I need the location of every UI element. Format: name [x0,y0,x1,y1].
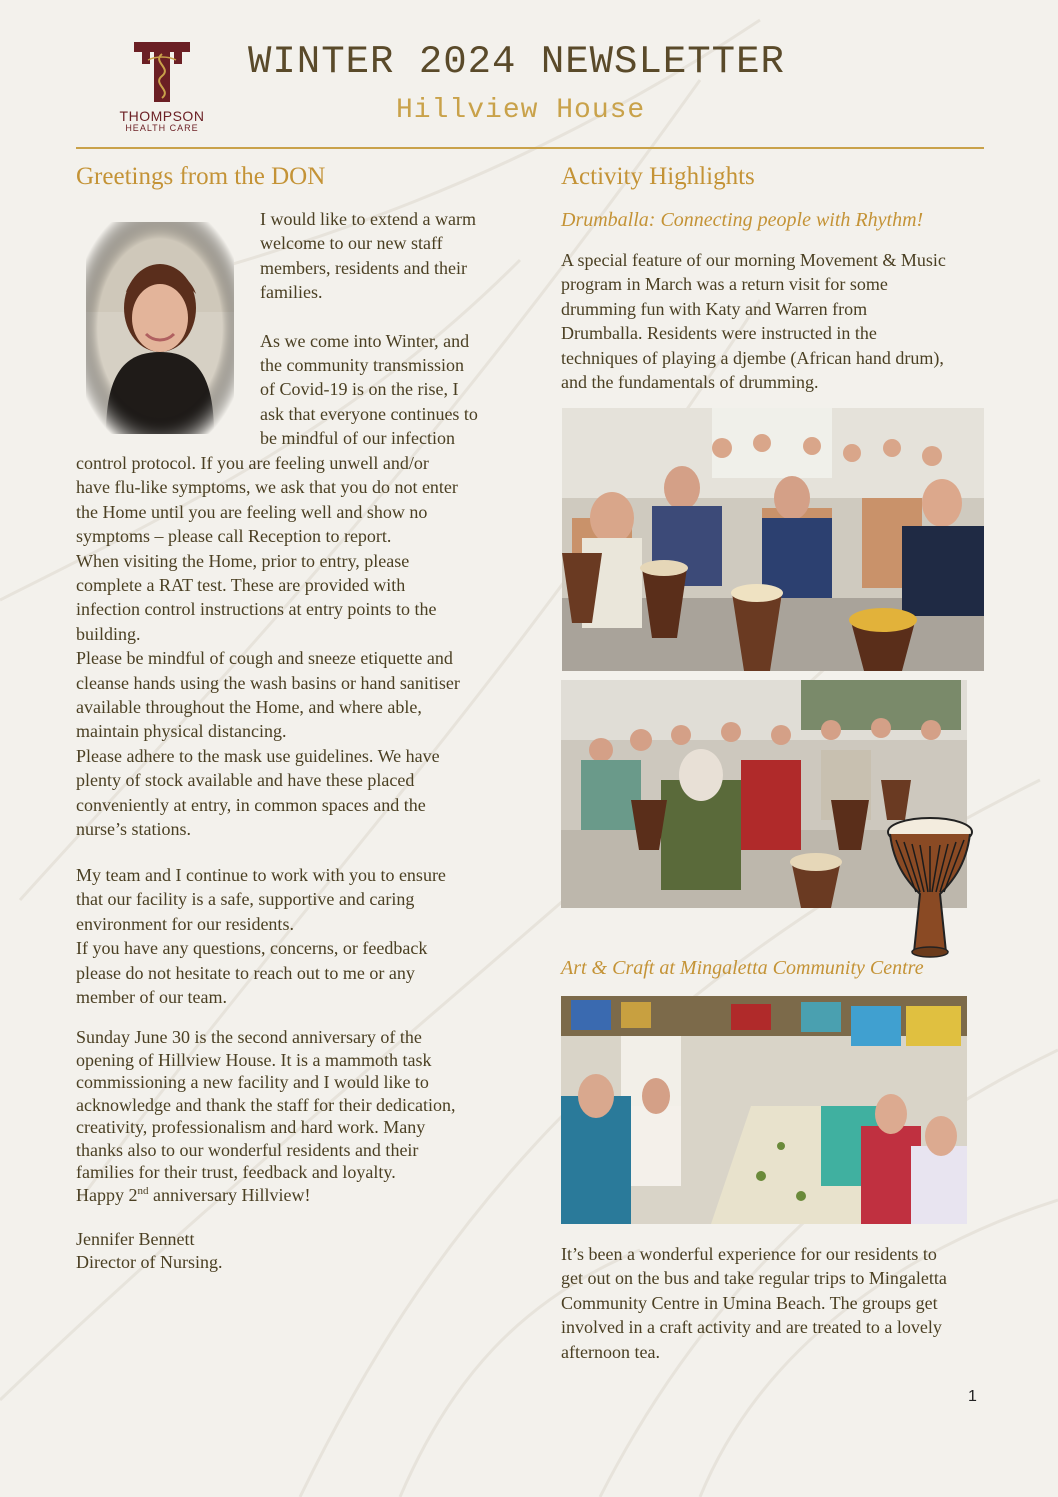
text-line: cleanse hands using the wash basins or hand sanitiser [76,672,460,693]
text-line: involved in a craft activity and are treated to a lovely [561,1317,942,1338]
text-line: of Covid-19 is on the rise, I [260,379,459,400]
text-line: and the fundamentals of drumming. [561,372,819,393]
drumming-photo-1 [562,408,984,671]
text-line: afternoon tea. [561,1341,660,1362]
text-line: creativity, professionalism and hard work. Many [76,1117,426,1137]
brand-name: THOMPSON [119,108,205,124]
text-line: have flu-like symptoms, we ask that you do not enter [76,477,458,498]
text-line: I would like to extend a warm [260,209,476,229]
art-craft-paragraph [561,1242,991,1364]
signature-name: Jennifer Bennett [76,1229,195,1249]
newsletter-subtitle: Hillview House [396,95,646,126]
text-line: Community Centre in Umina Beach. The groups get [561,1292,938,1313]
text-line: Drumballa. Residents were instructed in the [561,323,877,344]
text-line: maintain physical distancing. [76,721,287,742]
text-line: As we come into Winter, and [260,330,470,351]
greetings-heading: Greetings from the DON [76,163,326,190]
text-line: commissioning a new facility and I would like to [76,1072,429,1092]
text-line: get out on the bus and take regular trips to Mingaletta [561,1268,947,1289]
text-line: Please be mindful of cough and sneeze etiquette and [76,648,453,669]
drumballa-heading: Drumballa: Connecting people with Rhythm! [561,209,924,231]
text-line: If you have any questions, concerns, or feedback [76,938,428,959]
text-line: Sunday June 30 is the second anniversary of the [76,1027,422,1047]
page-number: 1 [968,1388,977,1405]
text-line: program in March was a return visit for some [561,274,888,295]
text-line: drumming fun with Katy and Warren from [561,298,868,319]
text-line: conveniently at entry, in common spaces and the [76,794,426,815]
text-line: that our facility is a safe, supportive and caring [76,889,415,910]
text-line: When visiting the Home, prior to entry, please [76,550,410,571]
drumballa-paragraph [561,248,991,394]
infection-control-paragraph [76,451,506,842]
intro-paragraph [260,207,510,451]
text-line: be mindful of our infection [260,428,455,449]
text-line: infection control instructions at entry points to the [76,599,437,620]
text-line: members, residents and their [260,257,467,278]
director-portrait [86,222,234,434]
text-line: thanks also to our wonderful residents and their [76,1139,419,1160]
text-line: acknowledge and thank the staff for their dedication, [76,1094,456,1115]
art-craft-heading: Art & Craft at Mingaletta Community Centre [561,957,924,979]
art-craft-photo [561,996,967,1224]
text-line: building. [76,623,141,644]
text-line: complete a RAT test. These are provided with [76,575,406,596]
anniversary-line: Happy 2nd anniversary Hillview! [76,1184,311,1205]
text-line: opening of Hillview House. It is a mammoth task [76,1049,432,1070]
newsletter-title: WINTER 2024 NEWSLETTER [248,40,785,84]
text-line: symptoms – please call Reception to report. [76,526,392,547]
text-line: ask that everyone continues to [260,403,478,424]
text-line: Please adhere to the mask use guidelines. We have [76,745,440,766]
text-line: My team and I continue to work with you to ensure [76,865,446,885]
team-paragraph [76,863,506,1009]
text-line: A special feature of our morning Movement & Music [561,250,946,270]
brand-subtitle: HEALTH CARE [125,123,199,133]
text-line: families. [260,282,323,303]
header-divider [76,147,984,149]
text-line: please do not hesitate to reach out to me or any [76,962,415,983]
activity-heading: Activity Highlights [561,163,755,190]
text-line: the community transmission [260,355,464,376]
text-line: techniques of playing a djembe (African hand drum), [561,347,944,368]
text-line: It’s been a wonderful experience for our residents to [561,1244,937,1264]
anniversary-paragraph [76,1026,506,1273]
text-line: environment for our residents. [76,913,294,934]
text-line: plenty of stock available and have these placed [76,770,415,791]
text-line: control protocol. If you are feeling unwell and/or [76,453,429,473]
signature-title: Director of Nursing. [76,1251,223,1272]
djembe-drum-icon [880,812,980,958]
text-line: available throughout the Home, and where able, [76,697,422,718]
text-line: families for their trust, feedback and loyalty. [76,1162,396,1182]
text-line: member of our team. [76,987,227,1008]
text-line: welcome to our new staff [260,233,443,254]
text-line: the Home until you are feeling well and show no [76,501,428,522]
text-line: nurse’s stations. [76,819,191,840]
